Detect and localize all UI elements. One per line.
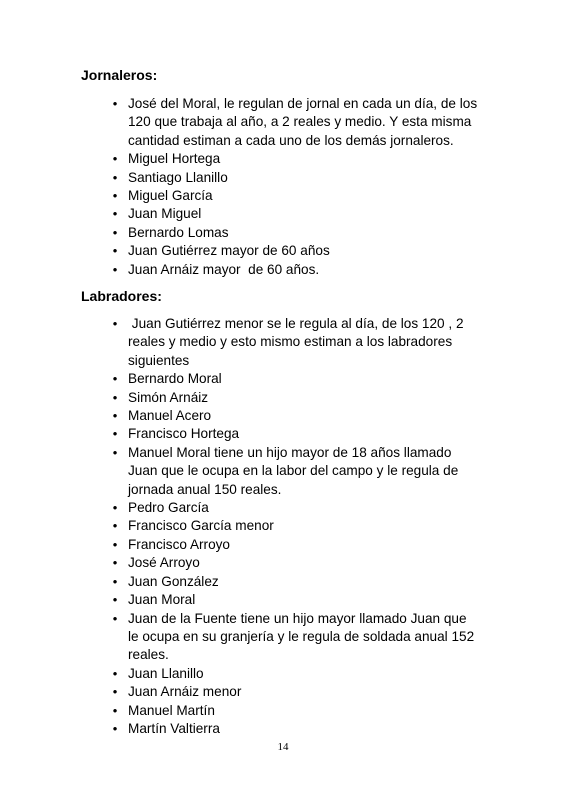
list-item	[0, 536, 480, 554]
bullet-icon: •	[112, 151, 118, 167]
list-item-text: José Arroyo	[128, 555, 200, 571]
list-item	[0, 205, 480, 223]
list-item	[0, 610, 480, 665]
list-item	[0, 683, 480, 701]
list-item-text: Francisco García menor	[128, 518, 274, 534]
list-item	[0, 573, 480, 591]
list-item	[0, 95, 480, 150]
bullet-icon: •	[112, 592, 118, 608]
bullet-icon: •	[112, 426, 118, 442]
list-item	[0, 242, 480, 260]
list-item	[0, 665, 480, 683]
list-item	[0, 187, 480, 205]
list-item	[0, 150, 480, 168]
list-item-text: Miguel García	[128, 188, 213, 204]
list-item-text: Manuel Moral tiene un hijo mayor de 18 años llamado Juan que le ocupa en la labor del campo y le regula de jornada anual 150 reales.	[128, 444, 463, 497]
list-item-text: Pedro García	[128, 500, 209, 516]
bullet-icon: •	[112, 444, 118, 460]
bullet-icon: •	[112, 389, 118, 405]
list-item-text: Juan Gutiérrez mayor de 60 años	[128, 243, 330, 259]
list-item-text: Juan Gutiérrez menor se le regula al día, de los 120 , 2 reales y medio y esto mismo estiman a los labradores siguientes	[128, 316, 468, 368]
bullet-icon: •	[112, 536, 118, 552]
list-item-text: Juan González	[128, 573, 219, 589]
bullet-icon: •	[112, 555, 118, 571]
page-number: 14	[277, 741, 289, 753]
bullet-icon: •	[112, 610, 118, 626]
bullet-icon: •	[112, 665, 118, 681]
bullet-icon: •	[112, 243, 118, 259]
bullet-icon: •	[112, 702, 118, 718]
list-item-text: Juan Arnáiz menor	[128, 684, 242, 700]
list-item	[0, 444, 480, 499]
list-item-text: Martín Valtierra	[128, 720, 220, 736]
list-item	[0, 224, 480, 242]
list-item	[0, 261, 480, 279]
section-heading-jornaleros: Jornaleros:	[81, 67, 158, 83]
list-item-text: Juan Arnáiz mayor de 60 años.	[128, 261, 320, 277]
list-item	[0, 169, 480, 187]
list-item-text: Manuel Martín	[128, 702, 215, 718]
bullet-icon: •	[112, 371, 118, 387]
list-item-text: Juan Moral	[128, 592, 196, 608]
list-item	[0, 407, 480, 425]
list-item-text: Santiago Llanillo	[128, 169, 228, 185]
list-item-text: Francisco Hortega	[128, 426, 240, 442]
list-item	[0, 517, 480, 535]
bullet-icon: •	[112, 408, 118, 424]
labradores-list	[0, 315, 566, 738]
bullet-icon: •	[112, 169, 118, 185]
list-item-text: Simón Arnáiz	[128, 389, 209, 405]
list-item	[0, 591, 480, 609]
list-item-text: Juan Llanillo	[128, 665, 204, 681]
bullet-icon: •	[112, 224, 118, 240]
list-item	[0, 425, 480, 443]
bullet-icon: •	[112, 573, 118, 589]
bullet-icon: •	[112, 206, 118, 222]
bullet-icon: •	[112, 261, 118, 277]
bullet-icon: •	[112, 500, 118, 516]
list-item	[0, 554, 480, 572]
list-item	[0, 389, 480, 407]
list-item-text: Bernardo Lomas	[128, 224, 229, 240]
list-item-text: José del Moral, le regulan de jornal en cada un día, de los 120 que trabaja al año, a 2 reales y medio. Y esta misma cantidad estiman a cada uno de los demás jornaleros.	[128, 96, 481, 148]
section-heading-labradores: Labradores:	[81, 288, 162, 304]
bullet-icon: •	[112, 316, 118, 331]
list-item-text: Manuel Acero	[128, 408, 212, 424]
list-item-text: Miguel Hortega	[128, 151, 221, 167]
list-item	[0, 370, 480, 388]
bullet-icon: •	[112, 188, 118, 204]
list-item-text: Francisco Arroyo	[128, 536, 230, 552]
list-item	[0, 702, 480, 720]
bullet-icon: •	[112, 518, 118, 534]
jornaleros-list	[0, 95, 566, 279]
bullet-icon: •	[112, 684, 118, 700]
bullet-icon: •	[112, 720, 118, 736]
list-item	[0, 720, 480, 738]
list-item-text: Bernardo Moral	[128, 371, 222, 387]
list-item	[0, 315, 480, 370]
list-item-text: Juan Miguel	[128, 206, 202, 222]
list-item-text: Juan de la Fuente tiene un hijo mayor llamado Juan que le ocupa en su granjería y le regula de soldada anual 152 reales.	[128, 610, 478, 663]
bullet-icon: •	[112, 96, 118, 111]
list-item	[0, 499, 480, 517]
